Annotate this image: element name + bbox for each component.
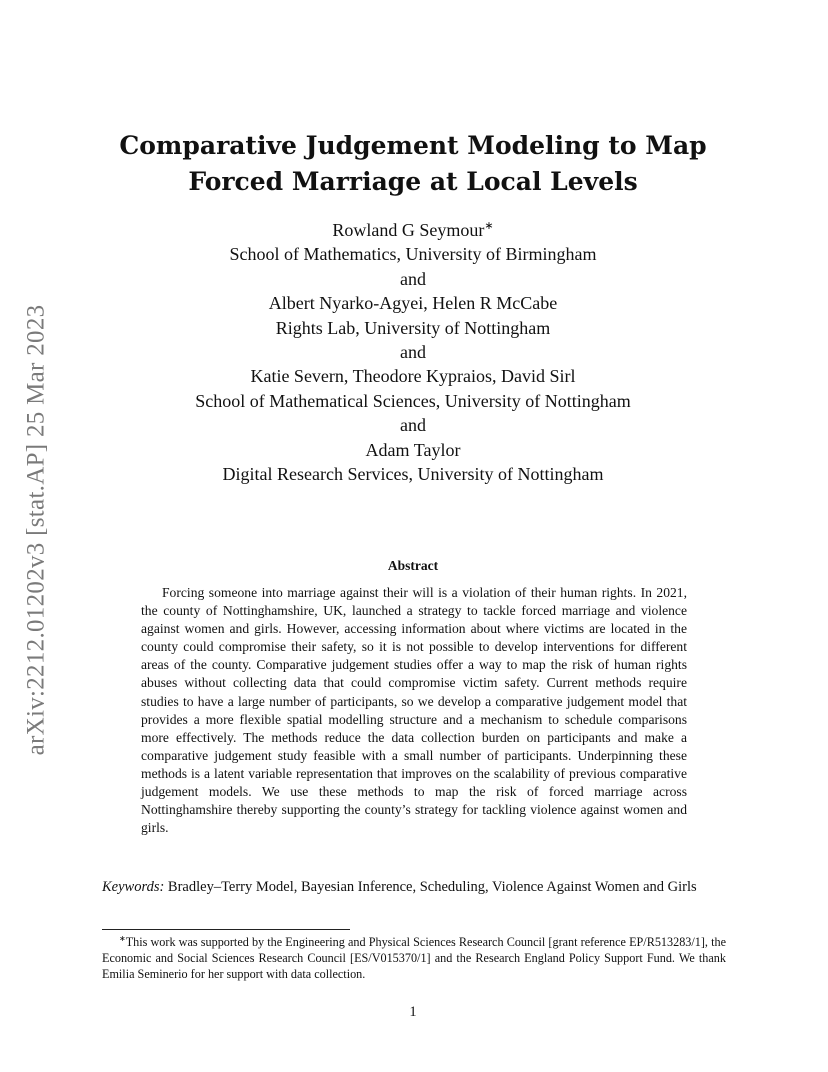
footnote-marker: ∗	[119, 933, 126, 943]
keywords-label: Keywords:	[102, 879, 165, 895]
author-separator: and	[400, 268, 426, 289]
author-separator: and	[400, 415, 426, 436]
title-line-2: Forced Marriage at Local Levels	[188, 167, 638, 196]
footnote-divider	[102, 929, 350, 930]
page-number: 1	[409, 1004, 417, 1020]
footnote-marker: ∗	[484, 220, 494, 232]
author-affiliation: School of Mathematics, University of Birmingham	[229, 244, 597, 265]
author-affiliation: School of Mathematical Sciences, University of Nottingham	[195, 390, 631, 411]
keywords	[102, 877, 726, 897]
footnote	[102, 934, 726, 983]
title-line-1: Comparative Judgement Modeling to Map	[119, 131, 707, 160]
arxiv-identifier: arXiv:2212.01202v3 [stat.AP] 25 Mar 2023	[22, 304, 49, 756]
arxiv-side-stamp	[12, 285, 60, 775]
abstract-heading: Abstract	[387, 558, 439, 573]
author-line	[100, 218, 726, 242]
author-block	[100, 218, 726, 486]
author-names: Katie Severn, Theodore Kypraios, David Sirl	[250, 366, 576, 387]
author-name: Rowland G Seymour	[332, 220, 485, 240]
paper-title	[100, 128, 726, 200]
abstract-body: Forcing someone into marriage against their will is a violation of their human rights. In 2021, the county of Nottinghamshire, UK, launched a strategy to tackle forced marriage and violence against women and girls. However, accessing information about where victims are located in the county could compromise their safety, so it is not possible to develop interventions for different areas of the county. Comparative judgement studies offer a way to map the risk of human rights abuses without collecting data that could compromise victim safety. Current methods require studies to have a large number of participants, so we develop a comparative judgement model that provides a more flexible spatial modelling structure and a mechanism to schedule comparisons more effectively. The methods reduce the data collection burden on participants and make a comparative judgement study feasible with a small number of participants. Underpinning these methods is a latent variable representation that improves on the scalability of previous comparative judgement models. We use these methods to map the risk of forced marriage across Nottinghamshire thereby supporting the county’s strategy for tackling violence against women and girls.	[141, 585, 687, 836]
author-affiliation: Rights Lab, University of Nottingham	[275, 317, 551, 338]
author-separator: and	[400, 342, 426, 363]
author-names: Albert Nyarko-Agyei, Helen R McCabe	[268, 293, 558, 314]
keywords-text: Bradley–Terry Model, Bayesian Inference, Scheduling, Violence Against Women and Girls	[167, 879, 697, 895]
author-names: Adam Taylor	[365, 439, 461, 460]
footnote-text: This work was supported by the Engineering and Physical Sciences Research Council [grant reference EP/R513283/1], the Economic and Social Sciences Research Council [ES/V015370/1] and the Research England Policy Support Fund. We thank Emilia Seminerio for her support with data collection.	[102, 935, 726, 982]
author-affiliation: Digital Research Services, University of Nottingham	[222, 464, 604, 485]
